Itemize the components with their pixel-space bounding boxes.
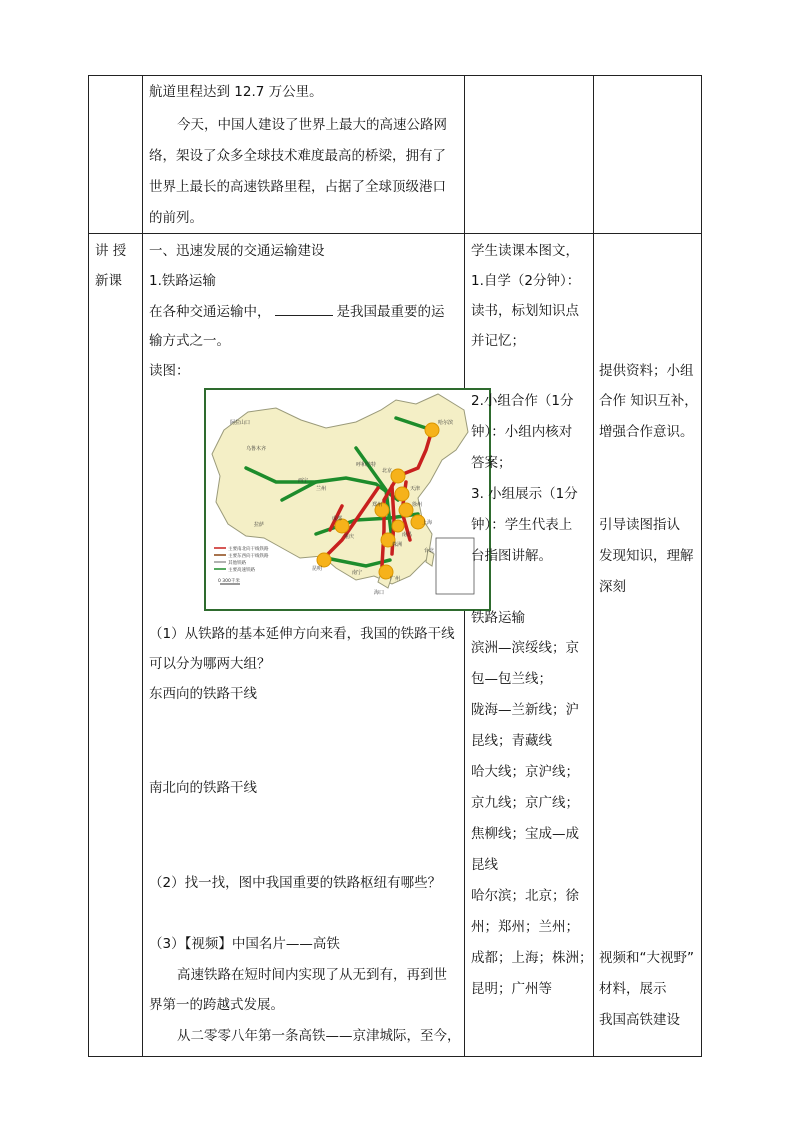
student-line: 1.自学（2分钟）： (471, 273, 581, 289)
row1-content-cell (143, 76, 465, 234)
map-scale: 0 300千米 (218, 579, 240, 584)
fill-in-sentence (149, 301, 445, 322)
student-line: 州；郑州；兰州； (471, 919, 579, 935)
phase-label: 新课 (95, 273, 122, 289)
student-line: 学生读课本图文， (471, 243, 579, 259)
text-line: 输方式之一。 (149, 333, 230, 349)
row2-student-cell (465, 234, 594, 1057)
student-line: 读书，标划知识点 (471, 303, 579, 319)
map-label: 西宁 (298, 478, 309, 484)
map-label: 株洲 (392, 542, 403, 548)
question-3: （3）【视频】中国名片——高铁 (149, 936, 340, 952)
student-line: 钟）：学生代表上 (471, 517, 573, 533)
hub-harbin (425, 423, 439, 437)
student-line: 京九线；京广线； (471, 795, 579, 811)
map-label: 哈尔滨 (438, 420, 454, 426)
text-line: 从二零零八年第一条高铁——京津城际，至今， (177, 1028, 461, 1044)
student-line: 焦柳线；宝成—成 (471, 826, 579, 842)
table-row (89, 234, 702, 1057)
subsection-heading: 1.铁路运输 (149, 273, 216, 289)
row1-student-cell (465, 76, 594, 234)
student-line: 包—包兰线； (471, 671, 552, 687)
hub-wuhan (392, 520, 404, 532)
intent-line: 发现知识，理解 (599, 548, 694, 564)
map-label: 北京 (382, 468, 393, 474)
legend-item: 主要南北向干线铁路 (228, 547, 269, 552)
student-line: 成都；上海；株洲； (471, 950, 593, 966)
map-label: 上海 (422, 520, 433, 526)
map-label: 拉萨 (254, 522, 265, 528)
student-line: 昆线；青藏线 (471, 733, 552, 749)
china-railway-map (204, 388, 491, 611)
text-line: 世界上最长的高速铁路里程，占据了全球顶级港口 (149, 179, 446, 195)
student-line: 铁路运输 (471, 610, 525, 626)
intent-line: 我国高铁建设 (599, 1012, 680, 1028)
intent-line: 增强合作意识。 (599, 424, 694, 440)
student-line: 3. 小组展示（1分 (471, 486, 578, 502)
text-line: 的前列。 (149, 210, 203, 226)
text-line: 络，架设了众多全球技术难度最高的桥梁，拥有了 (149, 148, 446, 164)
student-line: 答案； (471, 455, 512, 471)
hub-beijing (391, 469, 405, 483)
map-label: 郑州 (372, 502, 383, 508)
map-label: 徐州 (412, 502, 423, 508)
answer-blank (275, 301, 333, 316)
map-label: 海口 (374, 590, 385, 596)
section-heading: 一、迅速发展的交通运输建设 (149, 243, 325, 259)
intent-line: 合作 知识互补， (599, 393, 698, 409)
student-line: 哈大线；京沪线； (471, 764, 579, 780)
text-line: 读图： (149, 363, 190, 379)
student-line: 台指图讲解。 (471, 548, 552, 564)
map-label: 台北 (424, 548, 435, 554)
student-line: 昆线 (471, 857, 498, 873)
north-south-label: 南北向的铁路干线 (149, 780, 257, 796)
row2-content-cell (143, 234, 465, 1057)
map-label: 成都 (332, 516, 343, 522)
map-label: 南昌 (402, 532, 413, 538)
text-fragment: 在各种交通运输中， (149, 304, 271, 320)
map-label: 天津 (410, 486, 421, 492)
row2-intent-cell (594, 234, 702, 1057)
legend-item: 主要东西向干线铁路 (228, 554, 269, 559)
map-label: 乌鲁木齐 (246, 446, 267, 452)
text-line: 可以分为哪两大组？ (149, 656, 271, 672)
row1-phase-cell (89, 76, 143, 234)
question-2: （2）找一找，图中我国重要的铁路枢纽有哪些？ (149, 875, 442, 891)
text-fragment: 是我国最重要的运 (336, 304, 445, 320)
text-line: 界第一的跨越式发展。 (149, 997, 284, 1013)
map-label: 兰州 (316, 486, 327, 492)
student-line: 并记忆； (471, 333, 525, 349)
phase-label: 讲 授 (95, 243, 127, 259)
intent-line: 引导读图指认 (599, 517, 680, 533)
student-line: 钟）：小组内核对 (471, 424, 573, 440)
map-label: 昆明 (312, 566, 323, 572)
legend-item: 主要高速铁路 (228, 568, 255, 573)
hub-xuzhou (399, 503, 413, 517)
text-line: 今天，中国人建设了世界上最大的高速公路网 (177, 117, 447, 133)
intent-line: 视频和“大视野” (599, 950, 694, 966)
east-west-label: 东西向的铁路干线 (149, 686, 257, 702)
text-line: 高速铁路在短时间内实现了从无到有，再到世 (177, 967, 447, 983)
intent-line: 深刻 (599, 579, 626, 595)
student-line: 昆明；广州等 (471, 981, 552, 997)
student-line: 陇海—兰新线；沪 (471, 702, 579, 718)
hub-kunming (317, 553, 331, 567)
table-row (89, 76, 702, 234)
map-label: 呼和浩特 (356, 462, 377, 468)
intent-line: 材料，展示 (599, 981, 667, 997)
student-line: 哈尔滨；北京；徐 (471, 888, 579, 904)
row1-intent-cell (594, 76, 702, 234)
map-label: 重庆 (344, 534, 355, 540)
row2-phase-cell (89, 234, 143, 1057)
map-label: 广州 (390, 576, 401, 582)
map-label: 南宁 (352, 570, 363, 576)
intent-line: 提供资料；小组 (599, 363, 694, 379)
student-line: 2.小组合作（1分 (471, 393, 574, 409)
map-label: 阿拉山口 (230, 420, 251, 426)
question-1: （1）从铁路的基本延伸方向来看，我国的铁路干线 (149, 626, 455, 642)
student-line: 滨洲—滨绥线；京 (471, 640, 579, 656)
legend-item: 其他铁路 (228, 561, 246, 566)
text-line: 航道里程达到 12.7 万公里。 (149, 84, 323, 100)
hub-tianjin (395, 487, 409, 501)
lesson-plan-table (88, 75, 702, 1057)
map-graphic (206, 390, 489, 609)
